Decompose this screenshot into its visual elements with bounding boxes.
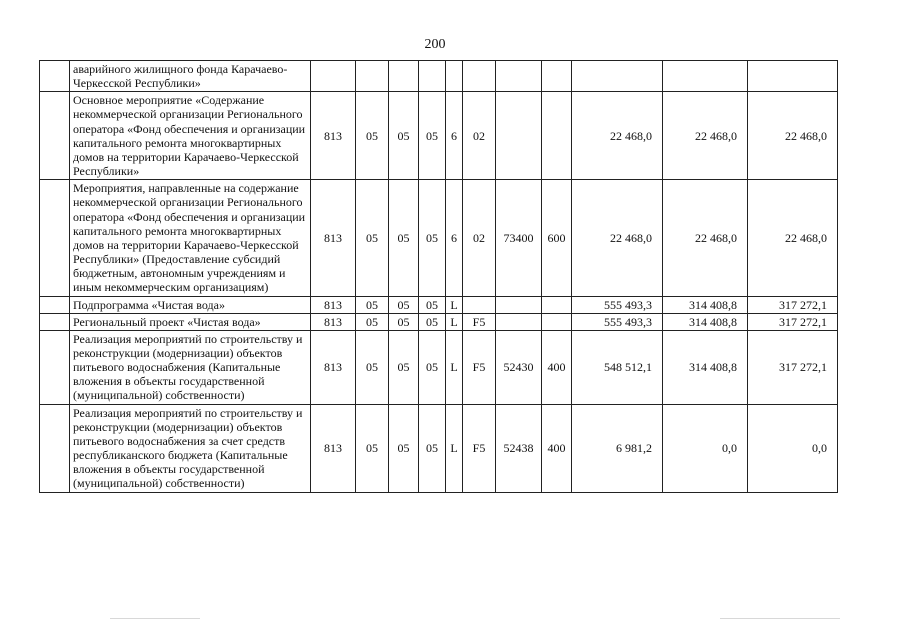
direction-code-cell bbox=[496, 313, 542, 330]
item-name-cell: Региональный проект «Чистая вода» bbox=[70, 313, 311, 330]
main-event-code-cell: F5 bbox=[463, 313, 496, 330]
ministry-code-cell: 813 bbox=[311, 330, 356, 404]
subprogram-code-cell: L bbox=[446, 296, 463, 313]
direction-code-cell: 73400 bbox=[496, 180, 542, 296]
subprogram-code-cell: 6 bbox=[446, 92, 463, 180]
subsection-code-cell: 05 bbox=[389, 313, 419, 330]
row-number-cell bbox=[40, 180, 70, 296]
subsection-code-cell: 05 bbox=[389, 180, 419, 296]
table-row bbox=[40, 313, 838, 330]
table-row bbox=[40, 61, 838, 92]
ministry-code-cell: 813 bbox=[311, 92, 356, 180]
table-row bbox=[40, 296, 838, 313]
item-name-cell: аварийного жилищного фонда Карачаево-Черкесской Республики» bbox=[70, 61, 311, 92]
direction-code-cell bbox=[496, 92, 542, 180]
ministry-code-cell: 813 bbox=[311, 404, 356, 492]
expense-type-cell: 600 bbox=[542, 180, 572, 296]
amount-year-1-cell bbox=[572, 61, 663, 92]
expense-type-cell bbox=[542, 313, 572, 330]
section-code-cell: 05 bbox=[356, 404, 389, 492]
row-number-cell bbox=[40, 92, 70, 180]
main-event-code-cell: 02 bbox=[463, 92, 496, 180]
row-number-cell bbox=[40, 330, 70, 404]
amount-year-2-cell: 22 468,0 bbox=[663, 180, 748, 296]
section-code-cell: 05 bbox=[356, 180, 389, 296]
row-number-cell bbox=[40, 296, 70, 313]
direction-code-cell: 52430 bbox=[496, 330, 542, 404]
main-event-code-cell: 02 bbox=[463, 180, 496, 296]
amount-year-2-cell bbox=[663, 61, 748, 92]
item-name-cell: Основное мероприятие «Содержание некоммерческой организации Регионального оператора «Фонд обеспечения и организации капитального ремонта многоквартирных домов на территории Карачаево-Черкесской Республики» bbox=[70, 92, 311, 180]
item-name-cell: Реализация мероприятий по строительству и реконструкции (модернизации) объектов питьевого водоснабжения (Капитальные вложения в объекты государственной (муниципальной) собственности) bbox=[70, 330, 311, 404]
program-code-cell: 05 bbox=[419, 404, 446, 492]
main-event-code-cell bbox=[463, 296, 496, 313]
footer-rule-right bbox=[720, 618, 840, 619]
expense-type-cell: 400 bbox=[542, 330, 572, 404]
subsection-code-cell bbox=[389, 61, 419, 92]
amount-year-1-cell: 22 468,0 bbox=[572, 92, 663, 180]
item-name-cell: Реализация мероприятий по строительству и реконструкции (модернизации) объектов питьевого водоснабжения за счет средств республиканского бюджета (Капитальные вложения в объекты государственной (муниципальной) собственности) bbox=[70, 404, 311, 492]
amount-year-1-cell: 548 512,1 bbox=[572, 330, 663, 404]
item-name-cell: Подпрограмма «Чистая вода» bbox=[70, 296, 311, 313]
amount-year-3-cell: 22 468,0 bbox=[748, 92, 838, 180]
subprogram-code-cell bbox=[446, 61, 463, 92]
program-code-cell: 05 bbox=[419, 92, 446, 180]
program-code-cell: 05 bbox=[419, 313, 446, 330]
amount-year-3-cell: 22 468,0 bbox=[748, 180, 838, 296]
section-code-cell: 05 bbox=[356, 92, 389, 180]
expense-type-cell bbox=[542, 61, 572, 92]
table-row bbox=[40, 180, 838, 296]
program-code-cell bbox=[419, 61, 446, 92]
expense-type-cell bbox=[542, 92, 572, 180]
ministry-code-cell: 813 bbox=[311, 296, 356, 313]
amount-year-1-cell: 6 981,2 bbox=[572, 404, 663, 492]
footer-rule-left bbox=[110, 618, 200, 619]
section-code-cell: 05 bbox=[356, 313, 389, 330]
direction-code-cell bbox=[496, 61, 542, 92]
amount-year-2-cell: 314 408,8 bbox=[663, 313, 748, 330]
program-code-cell: 05 bbox=[419, 330, 446, 404]
subsection-code-cell: 05 bbox=[389, 296, 419, 313]
subsection-code-cell: 05 bbox=[389, 404, 419, 492]
amount-year-1-cell: 22 468,0 bbox=[572, 180, 663, 296]
ministry-code-cell: 813 bbox=[311, 313, 356, 330]
row-number-cell bbox=[40, 404, 70, 492]
expense-type-cell: 400 bbox=[542, 404, 572, 492]
amount-year-3-cell bbox=[748, 61, 838, 92]
section-code-cell: 05 bbox=[356, 330, 389, 404]
amount-year-3-cell: 317 272,1 bbox=[748, 313, 838, 330]
direction-code-cell: 52438 bbox=[496, 404, 542, 492]
section-code-cell: 05 bbox=[356, 296, 389, 313]
subprogram-code-cell: L bbox=[446, 330, 463, 404]
amount-year-2-cell: 22 468,0 bbox=[663, 92, 748, 180]
program-code-cell: 05 bbox=[419, 180, 446, 296]
row-number-cell bbox=[40, 61, 70, 92]
main-event-code-cell: F5 bbox=[463, 404, 496, 492]
table-row bbox=[40, 92, 838, 180]
subsection-code-cell: 05 bbox=[389, 330, 419, 404]
amount-year-2-cell: 314 408,8 bbox=[663, 330, 748, 404]
amount-year-1-cell: 555 493,3 bbox=[572, 296, 663, 313]
budget-table bbox=[39, 60, 838, 493]
section-code-cell bbox=[356, 61, 389, 92]
program-code-cell: 05 bbox=[419, 296, 446, 313]
amount-year-2-cell: 314 408,8 bbox=[663, 296, 748, 313]
subprogram-code-cell: L bbox=[446, 313, 463, 330]
subprogram-code-cell: L bbox=[446, 404, 463, 492]
amount-year-3-cell: 0,0 bbox=[748, 404, 838, 492]
ministry-code-cell bbox=[311, 61, 356, 92]
main-event-code-cell: F5 bbox=[463, 330, 496, 404]
page-number: 200 bbox=[424, 37, 446, 52]
table-row bbox=[40, 404, 838, 492]
main-event-code-cell bbox=[463, 61, 496, 92]
direction-code-cell bbox=[496, 296, 542, 313]
subsection-code-cell: 05 bbox=[389, 92, 419, 180]
row-number-cell bbox=[40, 313, 70, 330]
amount-year-3-cell: 317 272,1 bbox=[748, 330, 838, 404]
subprogram-code-cell: 6 bbox=[446, 180, 463, 296]
expense-type-cell bbox=[542, 296, 572, 313]
ministry-code-cell: 813 bbox=[311, 180, 356, 296]
table-row bbox=[40, 330, 838, 404]
amount-year-1-cell: 555 493,3 bbox=[572, 313, 663, 330]
amount-year-2-cell: 0,0 bbox=[663, 404, 748, 492]
item-name-cell: Мероприятия, направленные на содержание некоммерческой организации Регионального оператора «Фонд обеспечения и организации капитального ремонта многоквартирных домов на территории Карачаево-Черкесской Республики» (Предоставление субсидий бюджетным, автономным учреждениям и иным некоммерческим организациям) bbox=[70, 180, 311, 296]
amount-year-3-cell: 317 272,1 bbox=[748, 296, 838, 313]
